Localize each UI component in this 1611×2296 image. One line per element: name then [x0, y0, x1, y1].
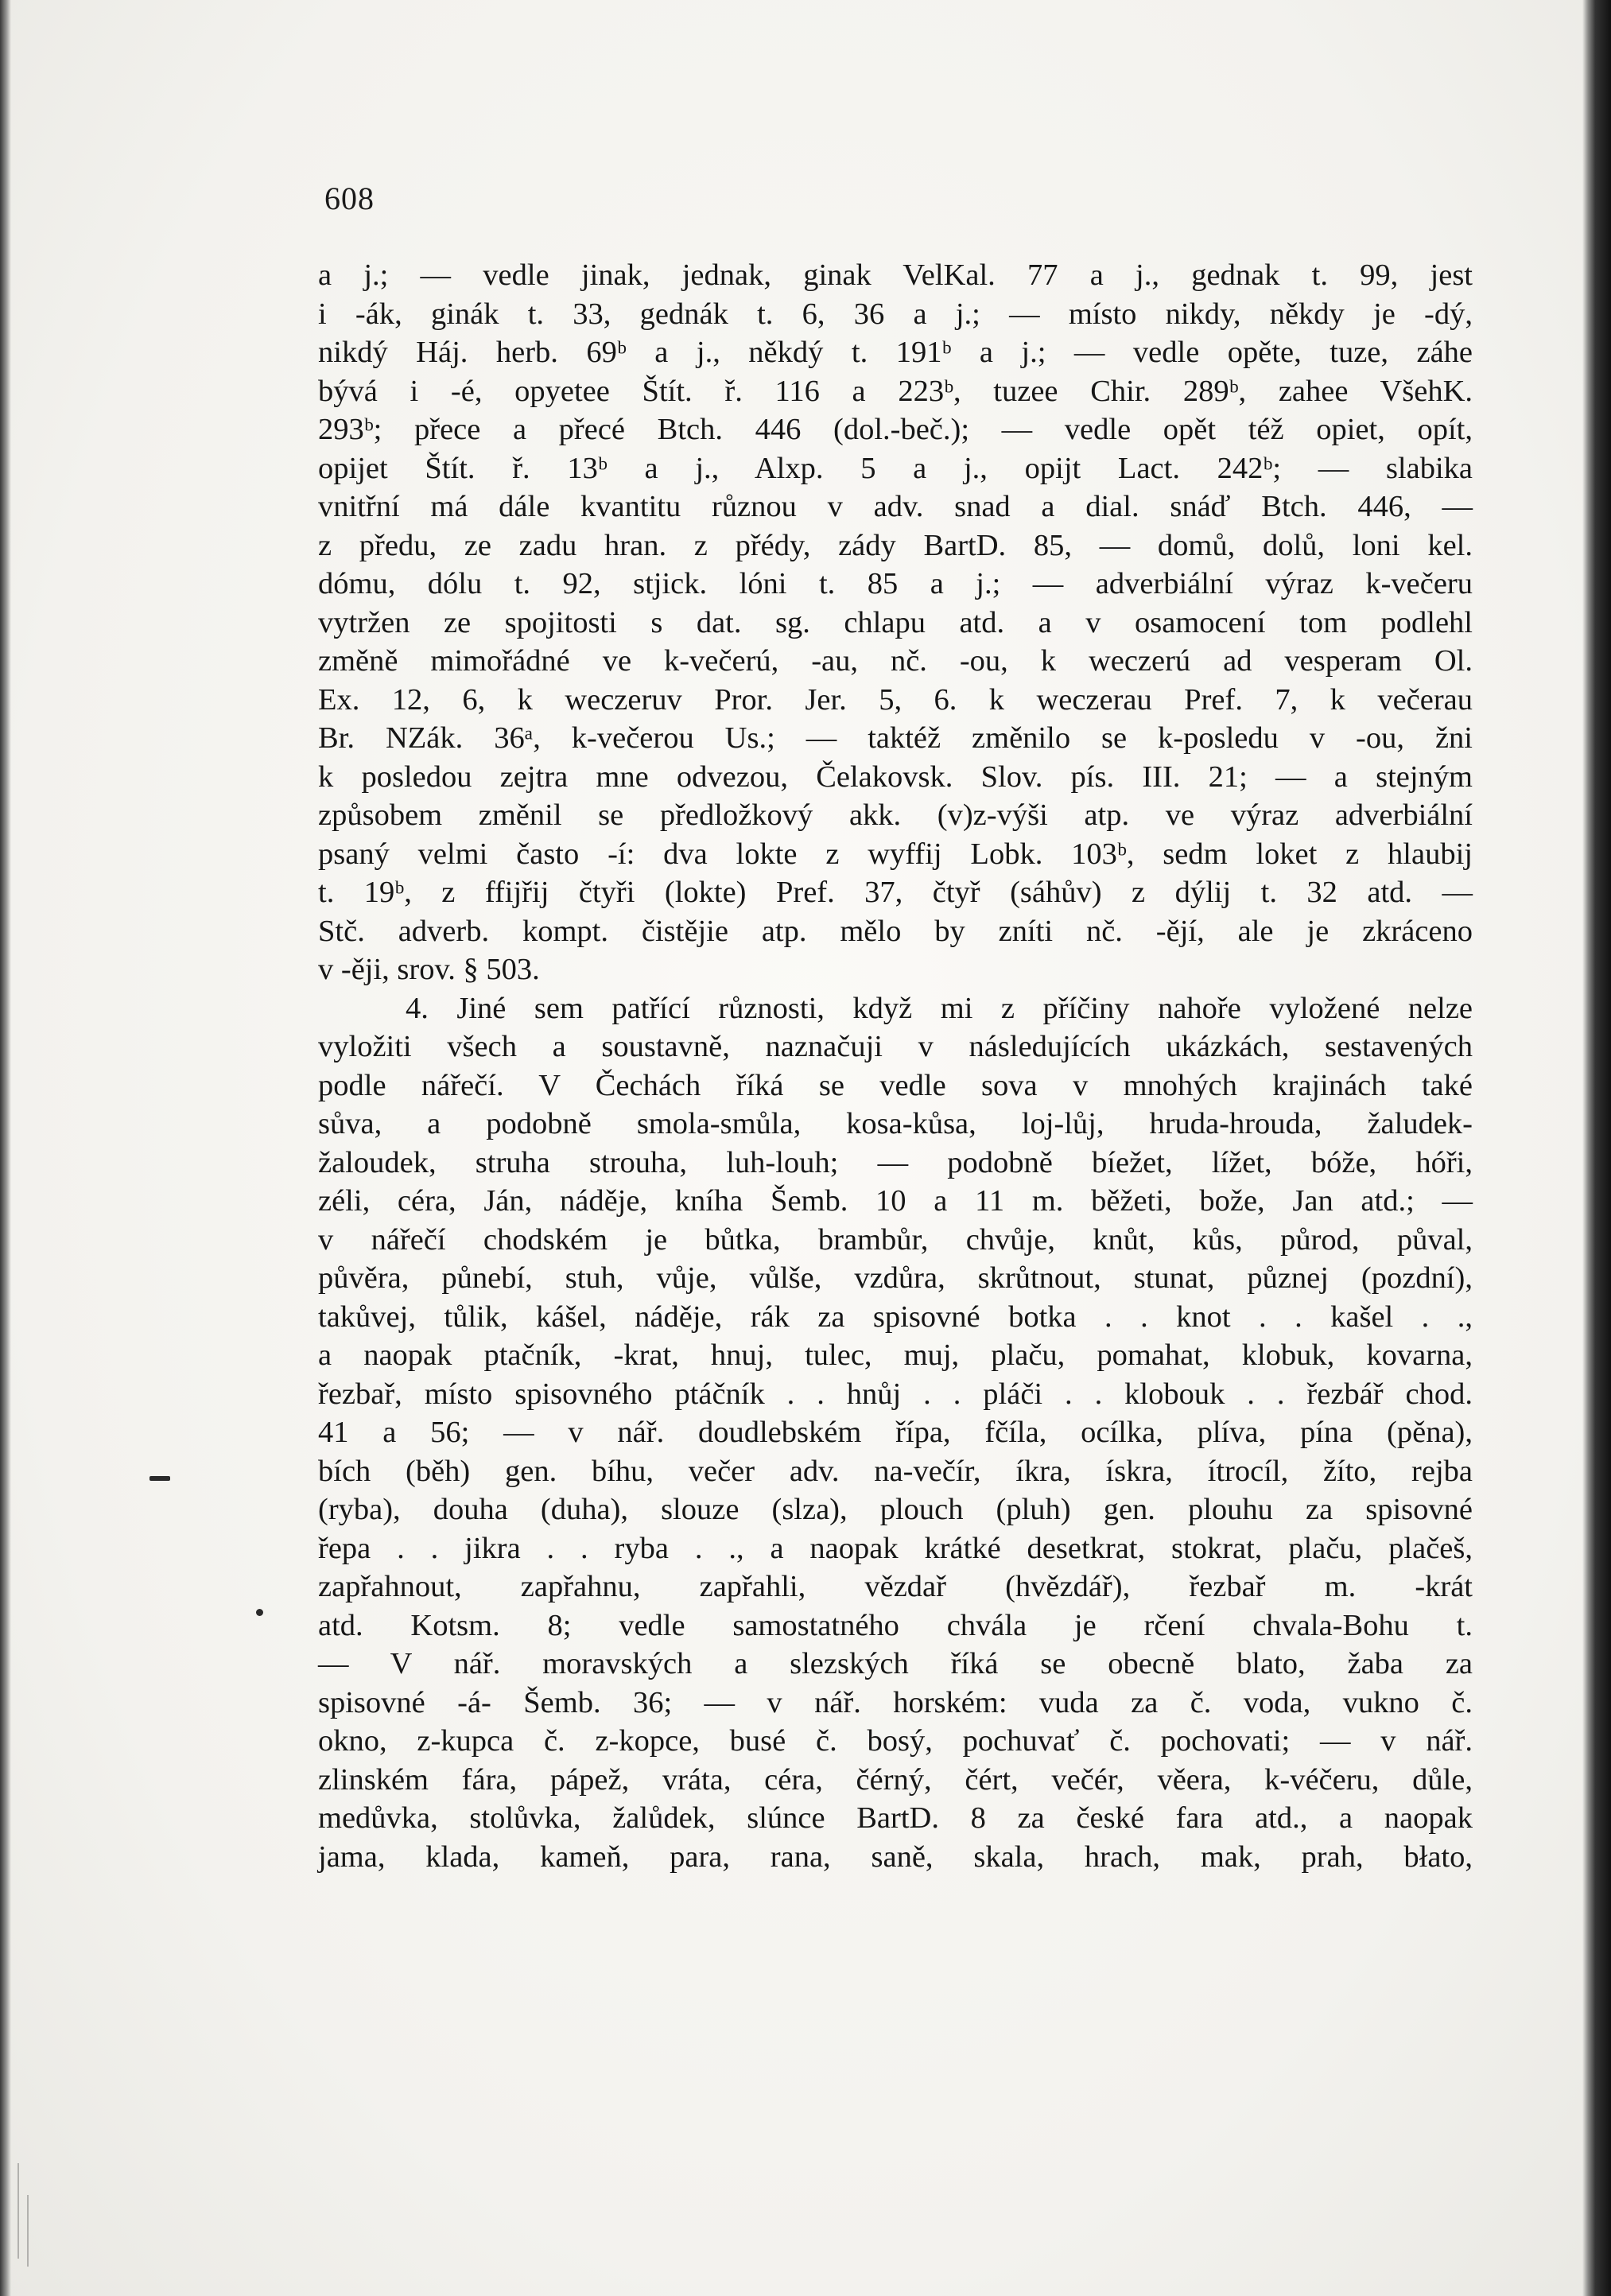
text-line: bývá i -é, opyetee Štít. ř. 116 a 223ᵇ, tuzee Chir. 289ᵇ, zahee VšehK.	[318, 374, 1473, 408]
text-line: t. 19ᵇ, z ffijřij čtyři (lokte) Pref. 37, čtyř (sáhův) z dýlij t. 32 atd. —	[318, 876, 1473, 909]
text-line: z předu, ze zadu hran. z přédy, zády BartD. 85, — domů, dolů, loni kel.	[318, 528, 1473, 562]
page-left-edge	[0, 0, 11, 2296]
scan-scratch	[27, 2195, 29, 2267]
text-line: 293ᵇ; přece a přecé Btch. 446 (dol.-beč.); — vedle opět též opiet, opít,	[318, 413, 1473, 446]
text-line: atd. Kotsm. 8; vedle samostatného chvála je rčení chvala-Bohu t.	[318, 1608, 1473, 1642]
text-line: psaný velmi často -í: dva lokte z wyffij Lobk. 103ᵇ, sedm loket z hlaubij	[318, 837, 1473, 871]
text-line: Ex. 12, 6, k weczeruv Pror. Jer. 5, 6. k weczerau Pref. 7, k večerau	[318, 682, 1473, 717]
text-line: půvěra, půnebí, stuh, vůje, vůlše, vzdůra, skrůtnout, stunat, půznej (pozdní),	[318, 1261, 1473, 1295]
text-line: — V nář. moravských a slezských říká se obecně blato, žaba za	[318, 1647, 1473, 1680]
text-line: spisovné -á- Šemb. 36; — v nář. horském: vuda za č. voda, vukno č.	[318, 1685, 1473, 1719]
text-line: zlinském fára, pápež, vráta, céra, čérný, čért, večér, věera, k-véčeru, důle,	[318, 1762, 1473, 1797]
text-line: a naopak ptačník, -krat, hnuj, tulec, muj, plaču, pomahat, klobuk, kovarna,	[318, 1338, 1473, 1372]
page-number: 608	[324, 181, 375, 216]
text-line: a j.; — vedle jinak, jednak, ginak VelKal. 77 a j., gednak t. 99, jest	[318, 258, 1473, 292]
text-line: v -ěji, srov. § 503.	[318, 953, 540, 986]
text-line: bích (běh) gen. bíhu, večer adv. na-večír, íkra, ískra, ítrocíl, žíto, rejba	[318, 1454, 1473, 1488]
scan-scratch	[17, 2163, 19, 2259]
text-line: medůvka, stolůvka, žalůdek, slúnce BartD. 8 za české fara atd., a naopak	[318, 1801, 1473, 1835]
text-line: i -ák, ginák t. 33, gednák t. 6, 36 a j.; — místo nikdy, někdy je -dý,	[318, 297, 1473, 331]
paragraph-start-line: 4. Jiné sem patřící různosti, když mi z příčiny nahoře vyložené nelze	[406, 991, 1473, 1025]
text-line: opijet Štít. ř. 13ᵇ a j., Alxp. 5 a j., opijt Lact. 242ᵇ; — slabika	[318, 451, 1473, 485]
text-line: žaloudek, struha strouha, luh-louh; — podobně bíežet, lížet, bóže, hóři,	[318, 1145, 1473, 1179]
text-line: Br. NZák. 36ᵃ, k-večerou Us.; — taktéž změnilo se k-posledu v -ou, žni	[318, 721, 1473, 755]
text-line: podle nářečí. V Čechách říká se vedle sova v mnohých krajinách také	[318, 1068, 1473, 1102]
margin-dot-mark	[256, 1609, 263, 1616]
text-line: k posledou zejtra mne odvezou, Čelakovsk. Slov. pís. III. 21; — a stejným	[318, 760, 1473, 794]
text-line: vytržen ze spojitosti s dat. sg. chlapu atd. a v osamocení tom podlehl	[318, 605, 1473, 639]
text-line: 41 a 56; — v nář. doudlebském řípa, fčíla, ocílka, plíva, pína (pěna),	[318, 1416, 1473, 1449]
text-line: změně mimořádné ve k-večerú, -au, nč. -ou, k weczerú ad vesperam Ol.	[318, 644, 1473, 678]
page-right-edge	[1582, 0, 1611, 2296]
text-line: sůva, a podobně smola-smůla, kosa-kůsa, loj-lůj, hruda-hrouda, žaludek-	[318, 1107, 1473, 1140]
text-line: dómu, dólu t. 92, stjick. lóni t. 85 a j.; — adverbiální výraz k-večeru	[318, 567, 1473, 600]
text-line: (ryba), douha (duha), slouze (slza), plouch (pluh) gen. plouhu za spisovné	[318, 1493, 1473, 1526]
text-line: způsobem změnil se předložkový akk. (v)z-výši atp. ve výraz adverbiální	[318, 798, 1473, 832]
text-line: nikdý Háj. herb. 69ᵇ a j., někdý t. 191ᵇ a j.; — vedle opěte, tuze, záhe	[318, 336, 1473, 369]
text-line: zéli, céra, Ján, náděje, kníha Šemb. 10 a 11 m. běžeti, bože, Jan atd.; —	[318, 1184, 1473, 1218]
margin-dash-mark	[149, 1476, 170, 1481]
text-line: řezbař, místo spisovného ptáčník . . hnůj . . pláči . . klobouk . . řezbář chod.	[318, 1377, 1473, 1411]
body-text	[318, 256, 1473, 1876]
text-line: okno, z-kupca č. z-kopce, busé č. bosý, pochuvať č. pochovati; — v nář.	[318, 1724, 1473, 1758]
text-line: zapřahnout, zapřahnu, zapřahli, vězdař (hvězdář), řezbař m. -krát	[318, 1570, 1473, 1603]
text-line: vnitřní má dále kvantitu různou v adv. snad a dial. snáď Btch. 446, —	[318, 490, 1473, 523]
text-line: jama, klada, kameň, para, rana, saně, skala, hrach, mak, prah, błato,	[318, 1840, 1473, 1874]
text-line: vyložiti všech a soustavně, naznačuji v následujících ukázkách, sestavených	[318, 1030, 1473, 1063]
text-line: takůvej, tůlik, kášel, náděje, rák za spisovné botka . . knot . . kašel . .,	[318, 1300, 1473, 1334]
text-line: Stč. adverb. kompt. čistějie atp. mělo by zníti nč. -ějí, ale je zkráceno	[318, 914, 1473, 948]
text-line: v nářečí chodském je bůtka, brambůr, chvůje, knůt, kůs, půrod, půval,	[318, 1222, 1473, 1257]
text-line: řepa . . jikra . . ryba . ., a naopak krátké desetkrat, stokrat, plaču, plačeš,	[318, 1531, 1473, 1565]
